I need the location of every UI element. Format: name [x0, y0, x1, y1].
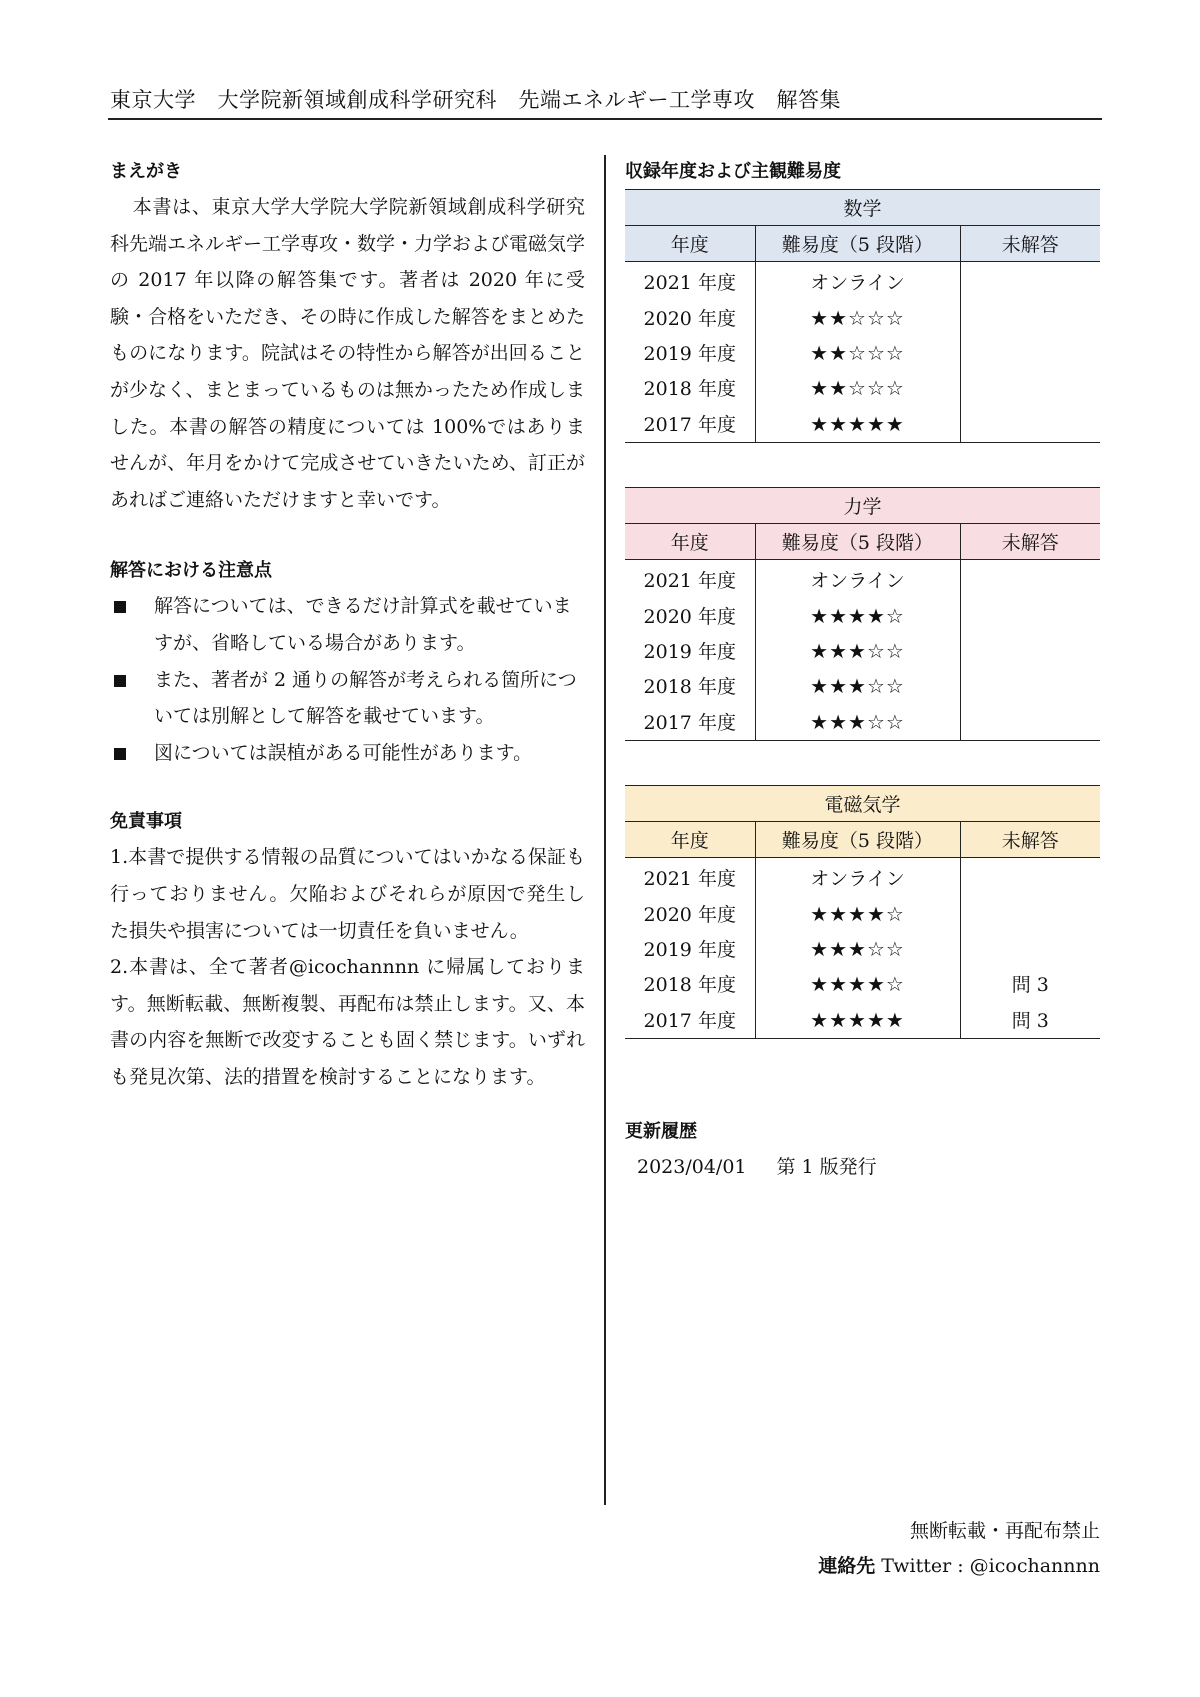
- history-title: 更新履歴: [625, 1121, 697, 1142]
- right-column: [625, 155, 1100, 1185]
- list-item: また、著者が 2 通りの解答が考えられる箇所については別解として解答を載せています。: [110, 662, 585, 735]
- contact-label: 連絡先: [818, 1555, 876, 1577]
- preface-text: 本書は、東京大学大学院大学院新領域創成科学研究科先端エネルギー工学専攻・数学・力学および電磁気学の 2017 年以降の解答集です。著者は 2020 年に受験・合格をいただき、その時に作成した解答をまとめたものになります。院試はその特性から解答が出回ることが少なく、まとまっているものは無かったため作成しました。本書の解答の精度については 100%ではありませんが、年月をかけて完成させていきたいため、訂正があればご連絡いただけますと幸いです。: [110, 196, 586, 511]
- rating-stars: ★★★★★: [755, 405, 960, 443]
- difficulty-table-electromagnetism: [625, 785, 1100, 1039]
- col-year-header: 年度: [625, 226, 755, 262]
- subject-header: 数学: [625, 190, 1100, 226]
- subject-header: 力学: [625, 488, 1100, 524]
- notes-title: 解答における注意点: [110, 560, 272, 582]
- preface-title: まえがき: [110, 161, 182, 182]
- table-row: 2017 年度 ★★★★★: [625, 405, 1100, 443]
- table-row: 2017 年度 ★★★☆☆: [625, 703, 1100, 741]
- rating-stars: ★★★☆☆: [755, 633, 960, 668]
- disclaimer-section: [110, 805, 585, 1095]
- contact-line: [818, 1549, 1100, 1584]
- disclaimer-item-2: 2.本書は、全て著者@icochannnn に帰属しております。無断転載、無断複製、再配布は禁止します。又、本書の内容を無断で改変することも固く禁じます。いずれも発見次第、法的措置を検討することになります。: [110, 956, 585, 1088]
- page-footer: [818, 1514, 1100, 1584]
- col-difficulty-header: 難易度（5 段階）: [755, 524, 960, 560]
- col-unanswered-header: 未解答: [960, 524, 1100, 560]
- table-row: 2021 年度 オンライン: [625, 560, 1100, 599]
- square-bullet-icon: [114, 601, 126, 613]
- difficulty-table-mechanics: [625, 487, 1100, 741]
- history-date: 2023/04/01: [637, 1156, 747, 1178]
- table-row: 2018 年度 ★★★☆☆: [625, 668, 1100, 703]
- table-row: 2020 年度 ★★★★☆: [625, 896, 1100, 931]
- rating-stars: ★★★★☆: [755, 598, 960, 633]
- table-row: 2019 年度 ★★★☆☆: [625, 931, 1100, 966]
- table-header-row: [625, 524, 1100, 560]
- rating-stars: ★★☆☆☆: [755, 335, 960, 370]
- table-band-row: [625, 786, 1100, 822]
- rating-stars: ★★★☆☆: [755, 668, 960, 703]
- table-row: 2017 年度 ★★★★★ 問 3: [625, 1001, 1100, 1039]
- table-row: 2018 年度 ★★★★☆ 問 3: [625, 966, 1100, 1001]
- column-divider: [604, 155, 606, 1505]
- table-row: 2021 年度 オンライン: [625, 858, 1100, 897]
- rating-stars: ★★★☆☆: [755, 931, 960, 966]
- list-item: 解答については、できるだけ計算式を載せていますが、省略している場合があります。: [110, 588, 585, 661]
- rating-stars: ★★★★☆: [755, 896, 960, 931]
- table-row: 2020 年度 ★★☆☆☆: [625, 300, 1100, 335]
- table-row: 2019 年度 ★★☆☆☆: [625, 335, 1100, 370]
- notes-section: [110, 554, 585, 771]
- rating-stars: ★★☆☆☆: [755, 300, 960, 335]
- col-difficulty-header: 難易度（5 段階）: [755, 226, 960, 262]
- table-row: 2020 年度 ★★★★☆: [625, 598, 1100, 633]
- history-entry: [625, 1149, 1100, 1185]
- subject-header: 電磁気学: [625, 786, 1100, 822]
- list-item: 図については誤植がある可能性があります。: [110, 735, 585, 772]
- table-row: 2019 年度 ★★★☆☆: [625, 633, 1100, 668]
- disclaimer-item-1: 1.本書で提供する情報の品質についてはいかなる保証も行っておりません。欠陥およびそれらが原因で発生した損失や損害については一切責任を負いません。: [110, 846, 585, 942]
- history-section: [625, 1115, 1100, 1185]
- col-unanswered-header: 未解答: [960, 822, 1100, 858]
- rating-stars: ★★★★★: [755, 1001, 960, 1039]
- disclaimer-title: 免責事項: [110, 811, 182, 833]
- table-band-row: [625, 488, 1100, 524]
- rating-stars: ★★★★☆: [755, 966, 960, 1001]
- notes-list: [110, 588, 585, 771]
- rating-stars: ★★☆☆☆: [755, 370, 960, 405]
- table-header-row: [625, 822, 1100, 858]
- table-row: 2021 年度 オンライン: [625, 262, 1100, 301]
- square-bullet-icon: [114, 675, 126, 687]
- col-difficulty-header: 難易度（5 段階）: [755, 822, 960, 858]
- document-header: 東京大学 大学院新領域創成科学研究科 先端エネルギー工学専攻 解答集: [110, 88, 841, 112]
- rating-stars: ★★★☆☆: [755, 703, 960, 741]
- contact-value: Twitter : @icochannnn: [881, 1555, 1100, 1577]
- table-band-row: [625, 190, 1100, 226]
- header-rule: [108, 118, 1102, 120]
- col-year-header: 年度: [625, 822, 755, 858]
- col-unanswered-header: 未解答: [960, 226, 1100, 262]
- col-year-header: 年度: [625, 524, 755, 560]
- square-bullet-icon: [114, 748, 126, 760]
- preface-section: [110, 155, 585, 518]
- table-row: 2018 年度 ★★☆☆☆: [625, 370, 1100, 405]
- difficulty-table-math: [625, 189, 1100, 443]
- difficulty-title: 収録年度および主観難易度: [625, 161, 841, 182]
- table-header-row: [625, 226, 1100, 262]
- left-column: [110, 155, 585, 1095]
- history-note: 第 1 版発行: [776, 1156, 877, 1178]
- copyright-notice: 無断転載・再配布禁止: [909, 1520, 1100, 1542]
